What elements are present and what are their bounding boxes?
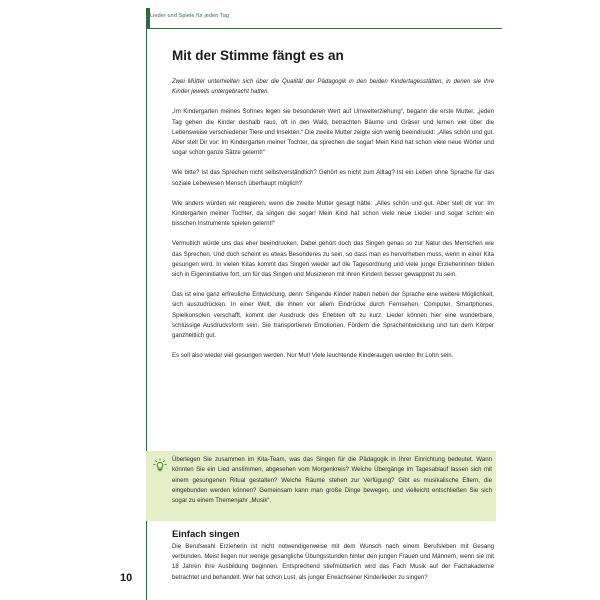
- header-rule: [146, 28, 502, 29]
- paragraph-dialogue: „Im Kindergarten meines Sohnes legen sie besonderen Wert auf Umwelterziehung“, begann die erste Mutter, „jeden Tag gehen die Kinder deshalb raus, oft in den Wald, betrachten Bäume und Gräser und lernen viel über die Lebensweise verschiedener Tiere und Insekten.“ Die zweite Mutter zeigte sich wenig beeindruckt: „Alles schön und gut. Aber stell Dir vor: Im Kindergarten meiner Tochter, da sprechen die sogar! Mein Kind hat schon viele neue Wörter und sogar schon ganze Sätze gelernt!“: [172, 108, 494, 157]
- paragraph-encouragement: Es soll also wieder viel gesungen werden. Nur Mut! Viele leuchtende Kinderaugen werden Ihr Lohn sein.: [172, 352, 454, 360]
- page-number: 10: [120, 572, 133, 584]
- paragraph-alternative: Wie anders würden wir reagieren, wenn die zweite Mutter gesagt hätte: „Alles schön und gut. Aber stell dir vor: Im Kindergarten meiner Tochter, da singen die sogar! Mein Kind hat schon viele neue Lieder und sogar schon ein bisschen Instrumente spielen gelernt!“: [172, 199, 494, 228]
- paragraph-singing-nature: Vermutlich würde uns das eher beeindrucken. Dabei gehört doch das Singen genau so zur Natur des Menschen wie das Sprechen. Und doch scheint es etwas Besonderes zu sein, so dass man es hervorheben muss, wenn in einer Kita gesungen wird. In vielen Kitas kommt das Singen wieder auf die Tagesordnung und viele junge Erzieherinnen bilden sich in Eigeninitiative fort, um für das Singen und Musizieren mit ihren Kindern besser gewappnet zu sein.: [172, 240, 494, 279]
- paragraph-intro: Zwei Mütter unterhielten sich über die Qualität der Pädagogik in den beiden Kindertagesstätten, in denen sie ihre Kinder jeweils untergebracht hatten.: [172, 78, 494, 96]
- running-header: Lieder und Spiele für jeden Tag: [150, 13, 230, 19]
- section-paragraph: Die Berufswahl Erzieherin ist nicht notwendigerweise mit dem Wunsch nach einem Berufsleben mit Gesang verbunden. Meist liegen nur wenige gesangliche Übungsstunden hinter den jungen Frauen und Männern, wenn sie mit 18 Jahren ihre Ausbildung beginnen. Entsprechend stiefmütterlich wird das Fach Musik auf der Fachakademie betrachtet und behandelt. Wer hat schon Lust, als junger Erwachsener Kinderlieder zu singen?: [172, 543, 494, 581]
- tip-text: Überlegen Sie zusammen im Kita-Team, was das Singen für die Pädagogik in Ihrer Einrichtung bedeutet. Wann könnten Sie ein Lied anstimmen, abgesehen vom Morgenkreis? Welche Übergänge im Tagesablauf lassen sich mit einem gesungenen Ritual gestalten? Welche Räume stehen zur Verfügung? Gibt es musikalische Eltern, die eingebunden werden können? Gemeinsam kann man große Dinge bewegen, und vielleicht entschließen Sie sich sogar zu einem Themenjahr „Musik“.: [172, 456, 492, 505]
- paragraph-questions: Wie bitte? Ist das Sprechen nicht selbstverständlich? Gehört es nicht zum Alltag? Ist ein Leben ohne Sprache für das soziale Lebewesen Mensch überhaupt möglich?: [172, 169, 494, 187]
- lightbulb-icon: [153, 458, 167, 472]
- section-heading: Einfach singen: [172, 529, 240, 540]
- tip-content: [172, 455, 492, 506]
- section-einfach-singen: [172, 529, 494, 583]
- main-text: [172, 48, 494, 371]
- page-title: Mit der Stimme fängt es an: [172, 48, 344, 63]
- paragraph-development: Das ist eine ganz erfreuliche Entwicklung, denn: Singende Kinder haben neben der Sprache eine weitere Möglichkeit, sich auszudrücken. In einer Welt, die ihnen vor allem Eindrücke durch Fernsehen, Computer, Smartphones, Spielkonsolen verschafft, kommt der Ausdruck des Erlebten oft zu kurz. Lieder können hier eine wunderbare, schlüssige Ausdrucksform sein. Sie transportieren Emotionen, Fördern die Sprachentwicklung und tun dem Körper ganzheitlich gut.: [172, 291, 494, 340]
